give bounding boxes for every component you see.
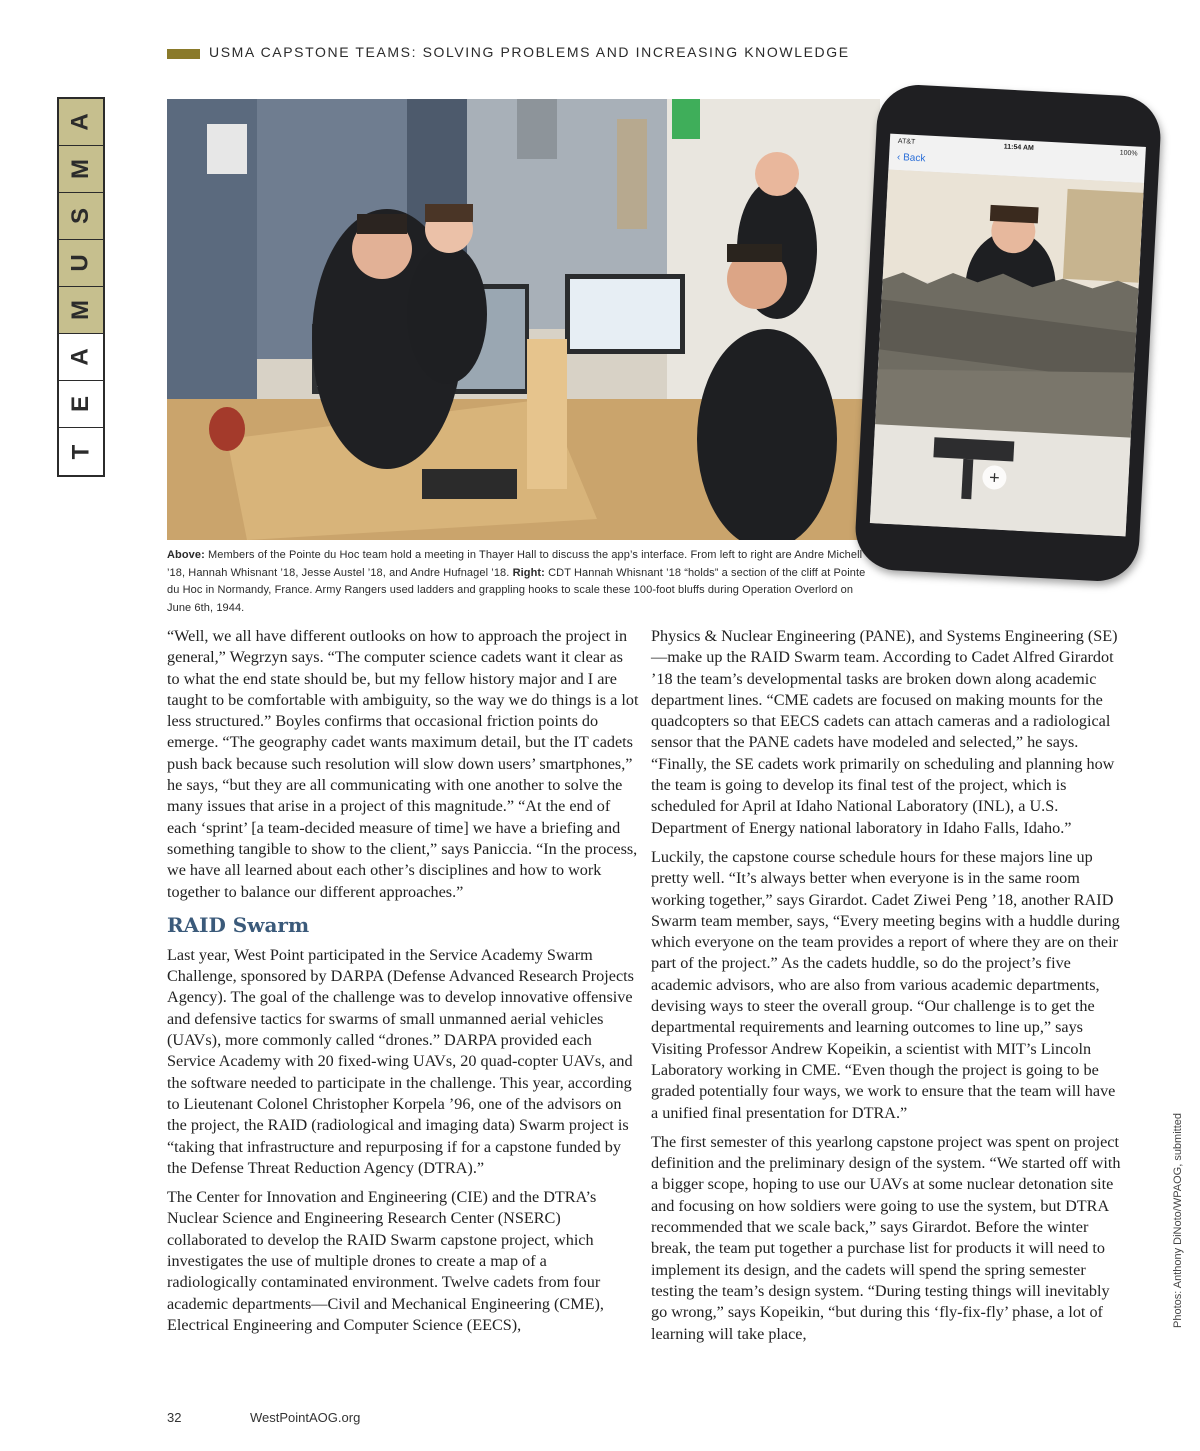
battery-label: 100%: [1119, 149, 1138, 158]
page-number: 32: [167, 1410, 182, 1425]
article-paragraph: The first semester of this yearlong capstone project was spent on project definition and the preliminary design of the system. “We started off with a bigger scope, hoping to use our UAVs at some nuclear detonation site and focusing on how soldiers were going to use the system, but DTRA recommended that we scale back,” says Girardot. Before the winter break, the team put together a purchase list for products it will need to implement its design, and the cadets will spend the spring semester testing the team’s design system. “During testing things will inevitably go wrong,” says Kopeikin, “but during this ‘fly-fix-fly’ phase, a lot of learning will take place,: [651, 1132, 1121, 1343]
side-tab-letter: U: [59, 240, 103, 287]
clock-label: 11:54 AM: [1003, 143, 1034, 153]
article-left-column: [167, 626, 639, 1344]
back-button[interactable]: [897, 152, 926, 164]
back-label: Back: [902, 152, 926, 165]
article-paragraph: “Well, we all have different outlooks on how to approach the project in general,” Wegrzyn says. “The computer science cadets want it clear as to what the end state should be, but my fellow history major and I are taught to be comfortable with ambiguity, so the way we do things is a lot less structured.” Boyles confirms that occasional friction points do emerge. “The geography cadet wants maximum detail, but the IT cadets push back because such resolution will slow down users’ smartphones,” he says, “but they are all communicating with one another to solve the many issues that arise in a project of this magnitude.” “At the end of each ‘sprint’ [a team-decided measure of time] we have a briefing and something tangible to show to the client,” says Paniccia. “In the process, we have all learned about each other’s disciplines and how to work together to balance our different approaches.”: [167, 627, 639, 901]
article-right-column: [651, 626, 1123, 1353]
team-meeting-photo: [167, 99, 880, 540]
header-accent-bar: [167, 49, 200, 59]
plus-icon[interactable]: +: [982, 465, 1007, 490]
section-heading: RAID Swarm: [167, 912, 310, 937]
side-tab-letter: M: [59, 146, 103, 193]
smartphone-mockup: [853, 83, 1162, 583]
caption-above-label: Above:: [167, 549, 205, 561]
caption-right-label: Right:: [512, 566, 545, 579]
carrier-label: AT&T: [897, 137, 916, 146]
ar-cliff-view: [870, 170, 1144, 537]
side-tab-letter: T: [66, 444, 94, 459]
photo-credit: Photos: Anthony DiNoto/WPAOG, submitted: [1172, 1112, 1184, 1328]
side-tab-letter: A: [59, 99, 103, 146]
side-tab-letter: A: [59, 334, 103, 381]
article-paragraph: Luckily, the capstone course schedule hours for these majors line up pretty well. “It’s always better when everyone is in the same room working together,” says Girardot. Cadet Ziwei Peng ’18, another RAID Swarm team member, says, “Every meeting begins with a huddle during which everyone on the team provides a report of where they are on their part of the project.” As the cadets huddle, so do the project’s five academic advisors, who are also from various academic departments, devising ways to steer the overall group. “Our challenge is to get the departmental requirements and learning outcomes to line up,” says Visiting Professor Andrew Kopeikin, a scientist with MIT’s Lincoln Laboratory working in CME. “Even though the project is going to be graded potentially four ways, we work to ensure that the team will have a unified final presentation for DTRA.”: [651, 847, 1120, 1122]
article-paragraph: Physics & Nuclear Engineering (PANE), and Systems Engineering (SE)—make up the RAID Swarm team. According to Cadet Alfred Girardot ’18 the team’s developmental tasks are broken down along academic department lines. “CME cadets are focused on making mounts for the quadcopters so that EECS cadets can attach cameras and a radiological sensor that the PANE cadets have modeled and selected,” he says. “Finally, the SE cadets work primarily on scheduling and planning how the team is going to develop its final test of the project, which is scheduled for April at Idaho National Laboratory (INL), a U.S. Department of Energy national laboratory in Idaho Falls, Idaho.”: [651, 627, 1118, 837]
phone-screen: [870, 134, 1146, 537]
article-paragraph: The Center for Innovation and Engineering (CIE) and the DTRA’s Nuclear Science and Engineering Research Center (NSERC) collaborated to develop the RAID Swarm capstone project, which investigates the use of multiple drones to create a map of a radiologically contaminated environment. Twelve cadets from four academic departments—Civil and Mechanical Engineering (CME), Electrical Engineering and Computer Science (EECS),: [167, 1188, 604, 1334]
caption-above-text: Members of the Pointe du Hoc team hold a meeting in Thayer Hall to discuss the app’s interface. From left to right are Andre Michell ’18, Hannah Whisnant ’18, Jesse Austel ’18, and Andre Hufnagel ’18.: [167, 549, 863, 579]
running-header: USMA CAPSTONE TEAMS: SOLVING PROBLEMS AND INCREASING KNOWLEDGE: [209, 44, 850, 60]
side-tab-letter: E: [59, 381, 103, 428]
photo-caption: [167, 547, 867, 617]
caption-right-text: CDT Hannah Whisnant ’18 “holds” a section of the cliff at Pointe du Hoc in Normandy, France. Army Rangers used ladders and grappling hooks to scale these 100-foot bluffs during Operation Overlord on June 6th, 1944.: [167, 566, 866, 614]
article-paragraph: Last year, West Point participated in the Service Academy Swarm Challenge, sponsored by DARPA (Defense Advanced Research Projects Agency). The goal of the challenge was to develop innovative offensive and defensive tactics for swarms of small unmanned aerial vehicles (UAVs), more commonly called “drones.” DARPA provided each Service Academy with 20 fixed-wing UAVs, 20 quad-copter UAVs, and the software needed to participate in the challenge. This year, according to Lieutenant Colonel Christopher Korpela ’96, one of the advisors on the project, the RAID (radiological and imaging data) Swarm project is “taking that infrastructure and repurposing if for a capstone funded by the Defense Threat Reduction Agency (DTRA).”: [167, 945, 634, 1177]
side-tab-letter: S: [59, 193, 103, 240]
phone-status-bar: [889, 134, 1145, 163]
chevron-left-icon: ‹: [896, 151, 901, 164]
site-url: WestPointAOG.org: [250, 1410, 361, 1425]
side-section-tab: [57, 97, 105, 477]
side-tab-letter: M: [59, 287, 103, 334]
